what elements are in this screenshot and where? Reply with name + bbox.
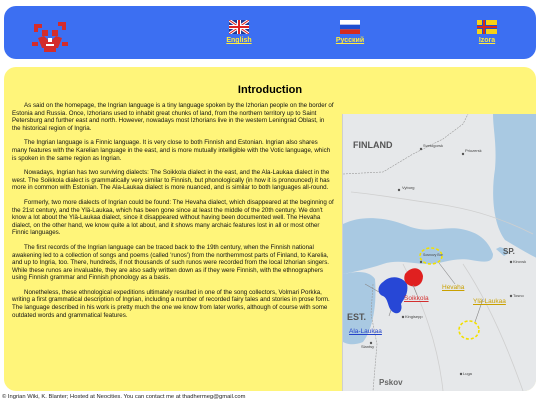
article-text <box>12 102 334 326</box>
ingrian-logo[interactable] <box>28 16 72 56</box>
language-russian[interactable] <box>320 20 380 44</box>
ingrian-flag-icon <box>477 20 497 34</box>
paragraph: Nonetheless, these ethnological expeditions ultimately resulted in one of the song collectors, Volmari Porkka, writing a first grammatical description of Ingrian, including a number of recorded fairy tales and stories in prose form. The language described in his work is pretty much the one we know from later works, although of course with some outdated words and grammatical features. <box>12 288 330 319</box>
town-label: Luga <box>463 371 472 376</box>
paragraph: Formerly, two more dialects of Ingrian could be found: The Hevaha dialect, which disappeared at the beginning of the 21st century, and the Ylä-Laukaa, which has been gone since at least the middle of the 20th century. We don't know a lot about the Ylä-Laukaa dialect, since it disappeared without having been documented well. The Hevaha dialect, on the other hand, we know quite a lot about, and it shows many archaic features lost in all or most other Finnic languages. <box>12 198 334 237</box>
main-content-panel <box>4 67 536 391</box>
country-label: SP. <box>503 247 515 256</box>
town-label: Kingisepp <box>405 314 423 319</box>
town-label: Svetogorsk <box>423 143 444 148</box>
izora-link[interactable]: Izora <box>478 37 496 44</box>
ala-laukaa-label: Ala-Laukaa <box>349 328 382 335</box>
ingrian-dialects-map <box>342 114 536 391</box>
language-english[interactable] <box>209 20 269 44</box>
town-label: Kirovsk <box>513 259 527 264</box>
hevaha-label: Hevaha <box>442 284 465 291</box>
country-label: EST. <box>347 312 367 322</box>
footer-text: © Ingrian Wiki, K. Blanter; Hosted at Neocities. You can contact me at thadhermeg@gmail.com <box>2 394 246 400</box>
yla-laukaa-label: Ylä-Laukaa <box>473 298 506 305</box>
town-label: Vyborg <box>402 185 415 190</box>
town-label: Tosno <box>513 293 524 298</box>
uk-flag-icon <box>229 20 249 34</box>
town-label: Priozersk <box>465 148 482 153</box>
paragraph: As said on the homepage, the Ingrian language is a tiny language spoken by the Izhorian people on the border of Estonia and Russia. Once, Izhorians used to inhabit great chunks of land, from the northern territory up to Saint Petersburg and further east and north. However, nowadays most Izhorians live in the western Leningrad Oblast, in the historical region of Ingria. <box>12 102 334 132</box>
country-label: FINLAND <box>353 140 393 150</box>
language-izora[interactable] <box>457 20 517 44</box>
russia-flag-icon <box>340 20 360 34</box>
russian-link[interactable]: Русский <box>335 37 365 44</box>
soikkola-label: Soikkola <box>404 295 429 302</box>
page-title: Introduction <box>237 84 303 96</box>
paragraph: The Ingrian language is a Finnic language. It is very close to both Finnish and Estonian. Ingrian also shares many features with the Karelian language in the east, and is more mutually intelligible with the Votic language, which is spoken in the same region as Ingrian. <box>12 139 331 162</box>
town-label: Sosnovy Bor <box>423 253 443 257</box>
country-label: Pskov <box>379 378 403 387</box>
top-navigation-bar <box>4 6 536 59</box>
english-link[interactable]: English <box>226 37 252 44</box>
paragraph: Nowadays, Ingrian has two surviving dialects: The Soikkola dialect in the east, and the Ala-Laukaa dialect in the west. The Soikkola dialect is grammatically very similar to Finnish, but phonologically (in how it is pronounced) it has more in common with Estonian. The Ala-Laukaa dialect is more nuanced, and is similar to both languages all-round. <box>12 169 330 192</box>
town-label: Slantsy <box>361 344 375 349</box>
paragraph: The first records of the Ingrian language can be traced back to the 19th century, when the Finnish national awakening led to a collection of songs and poems (called 'runos') from the northernmost parts of Finland, to Karelia, and up to Ingria, too. There, hundreds, if not thousands of such runos were recorded from the local Izhorian singers. While these runos are invaluable, they are also sadly written down as if they were Finnish, with the ethnographers using Finnish grammar and Finnish phonology as a basis. <box>12 243 330 282</box>
